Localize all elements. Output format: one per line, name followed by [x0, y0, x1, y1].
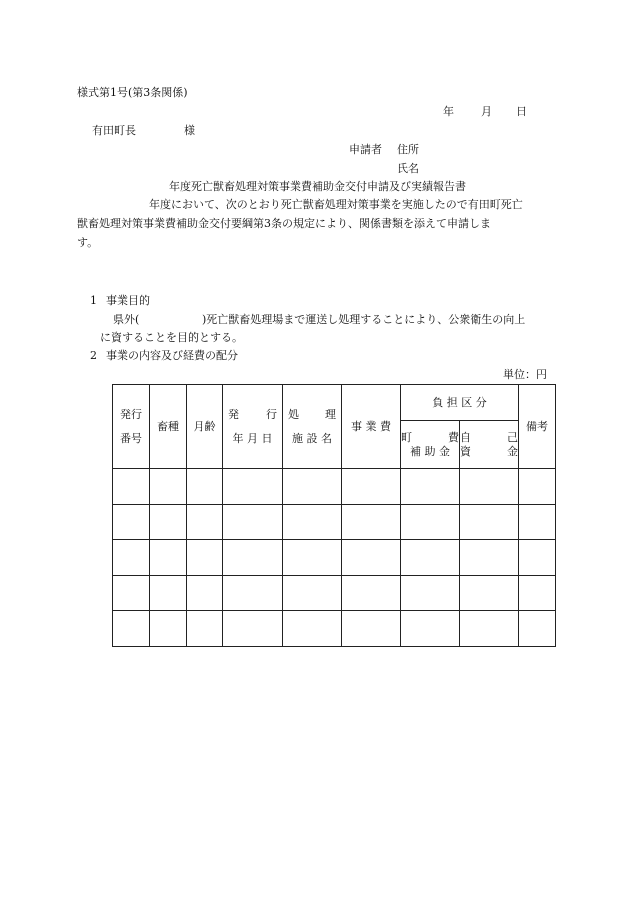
intro-line-3: す。	[77, 236, 99, 249]
table-cell	[283, 611, 342, 647]
table-cell	[187, 504, 223, 540]
header-town-subsidy-b: 費	[448, 430, 459, 444]
table-cell	[342, 611, 401, 647]
section-2-heading: 事業の内容及び経費の配分	[106, 349, 238, 362]
table-cell	[150, 540, 187, 576]
header-issue-number-bottom: 番号	[120, 431, 142, 445]
section-1-text-a: 県外(	[113, 313, 140, 326]
header-livestock-type: 畜種	[150, 385, 187, 469]
header-own-funds-c: 資	[460, 444, 471, 458]
section-1-number: 1	[90, 294, 97, 307]
document-title: 年度死亡獣畜処理対策事業費補助金交付申請及び実績報告書	[169, 180, 466, 193]
header-burden-division: 負 担 区 分	[401, 385, 519, 421]
table-cell	[342, 504, 401, 540]
table-body	[113, 469, 556, 647]
expense-table	[112, 384, 556, 647]
applicant-name-label: 氏名	[397, 162, 419, 175]
table-cell	[223, 504, 283, 540]
intro-line-2: 獣畜処理対策事業費補助金交付要綱第3条の規定により、関係書類を添えて申請しま	[77, 217, 491, 230]
date-month-label: 月	[481, 105, 492, 118]
intro-line-1: 年度において、次のとおり死亡獣畜処理対策事業を実施したので有田町死亡	[149, 198, 523, 211]
table-cell	[401, 611, 460, 647]
table-cell	[460, 469, 519, 505]
table-cell	[187, 611, 223, 647]
table-cell	[519, 611, 556, 647]
table-row	[113, 469, 556, 505]
table-cell	[113, 504, 150, 540]
table-cell	[342, 540, 401, 576]
table-cell	[223, 540, 283, 576]
table-cell	[401, 575, 460, 611]
header-issue-date-a: 発	[228, 407, 239, 421]
table-cell	[401, 504, 460, 540]
header-issue-number	[113, 385, 150, 469]
header-facility-bottom: 施 設 名	[292, 431, 332, 445]
table-cell	[223, 611, 283, 647]
header-town-subsidy-a: 町	[401, 430, 412, 444]
table-cell	[187, 469, 223, 505]
header-issue-date-b: 行	[266, 407, 277, 421]
table-cell	[519, 469, 556, 505]
addressee-honorific: 様	[184, 124, 195, 137]
table-row	[113, 540, 556, 576]
table-cell	[113, 540, 150, 576]
table-cell	[401, 540, 460, 576]
table-cell	[342, 469, 401, 505]
table-cell	[519, 540, 556, 576]
table-cell	[113, 575, 150, 611]
header-own-funds-a: 自	[460, 430, 471, 444]
addressee-label: 有田町長	[92, 124, 136, 137]
table-cell	[113, 611, 150, 647]
table-cell	[113, 469, 150, 505]
table-cell	[223, 469, 283, 505]
table-cell	[187, 540, 223, 576]
table-cell	[460, 504, 519, 540]
table-cell	[283, 469, 342, 505]
section-2-number: 2	[90, 349, 97, 362]
date-year-label: 年	[443, 105, 454, 118]
section-1-text-b: )死亡獣畜処理場まで運送し処理することにより、公衆衛生の向上	[202, 313, 526, 326]
header-facility-a: 処	[288, 407, 299, 421]
table-cell	[187, 575, 223, 611]
header-own-funds	[460, 421, 519, 469]
table-row	[113, 504, 556, 540]
header-town-subsidy	[401, 421, 460, 469]
table-cell	[519, 575, 556, 611]
header-facility-name	[283, 385, 342, 469]
table-cell	[150, 575, 187, 611]
table-cell	[283, 540, 342, 576]
header-town-subsidy-bottom: 補 助 金	[410, 444, 450, 458]
table-cell	[342, 575, 401, 611]
header-age-months: 月齢	[187, 385, 223, 469]
section-1-heading: 事業目的	[106, 294, 150, 307]
applicant-label: 申請者	[349, 143, 382, 156]
table-cell	[460, 540, 519, 576]
table-cell	[283, 504, 342, 540]
table-cell	[150, 469, 187, 505]
date-day-label: 日	[516, 105, 527, 118]
table-cell	[283, 575, 342, 611]
header-own-funds-b: 己	[507, 430, 518, 444]
form-number: 様式第1号(第3条関係)	[77, 86, 188, 99]
table-cell	[150, 504, 187, 540]
header-issue-number-top: 発行	[120, 407, 142, 421]
table-cell	[460, 611, 519, 647]
header-remarks: 備考	[519, 385, 556, 469]
table-cell	[150, 611, 187, 647]
table-cell	[460, 575, 519, 611]
header-own-funds-d: 金	[507, 444, 518, 458]
table-cell	[223, 575, 283, 611]
applicant-address-label: 住所	[397, 143, 419, 156]
table-row	[113, 611, 556, 647]
header-facility-b: 理	[325, 407, 336, 421]
header-issue-date	[223, 385, 283, 469]
unit-label: 単位：円	[503, 368, 547, 381]
section-1-text-c: に資することを目的とする。	[100, 331, 243, 344]
table-row	[113, 575, 556, 611]
table-cell	[401, 469, 460, 505]
header-project-cost: 事 業 費	[342, 385, 401, 469]
header-issue-date-bottom: 年 月 日	[232, 431, 273, 445]
table-cell	[519, 504, 556, 540]
